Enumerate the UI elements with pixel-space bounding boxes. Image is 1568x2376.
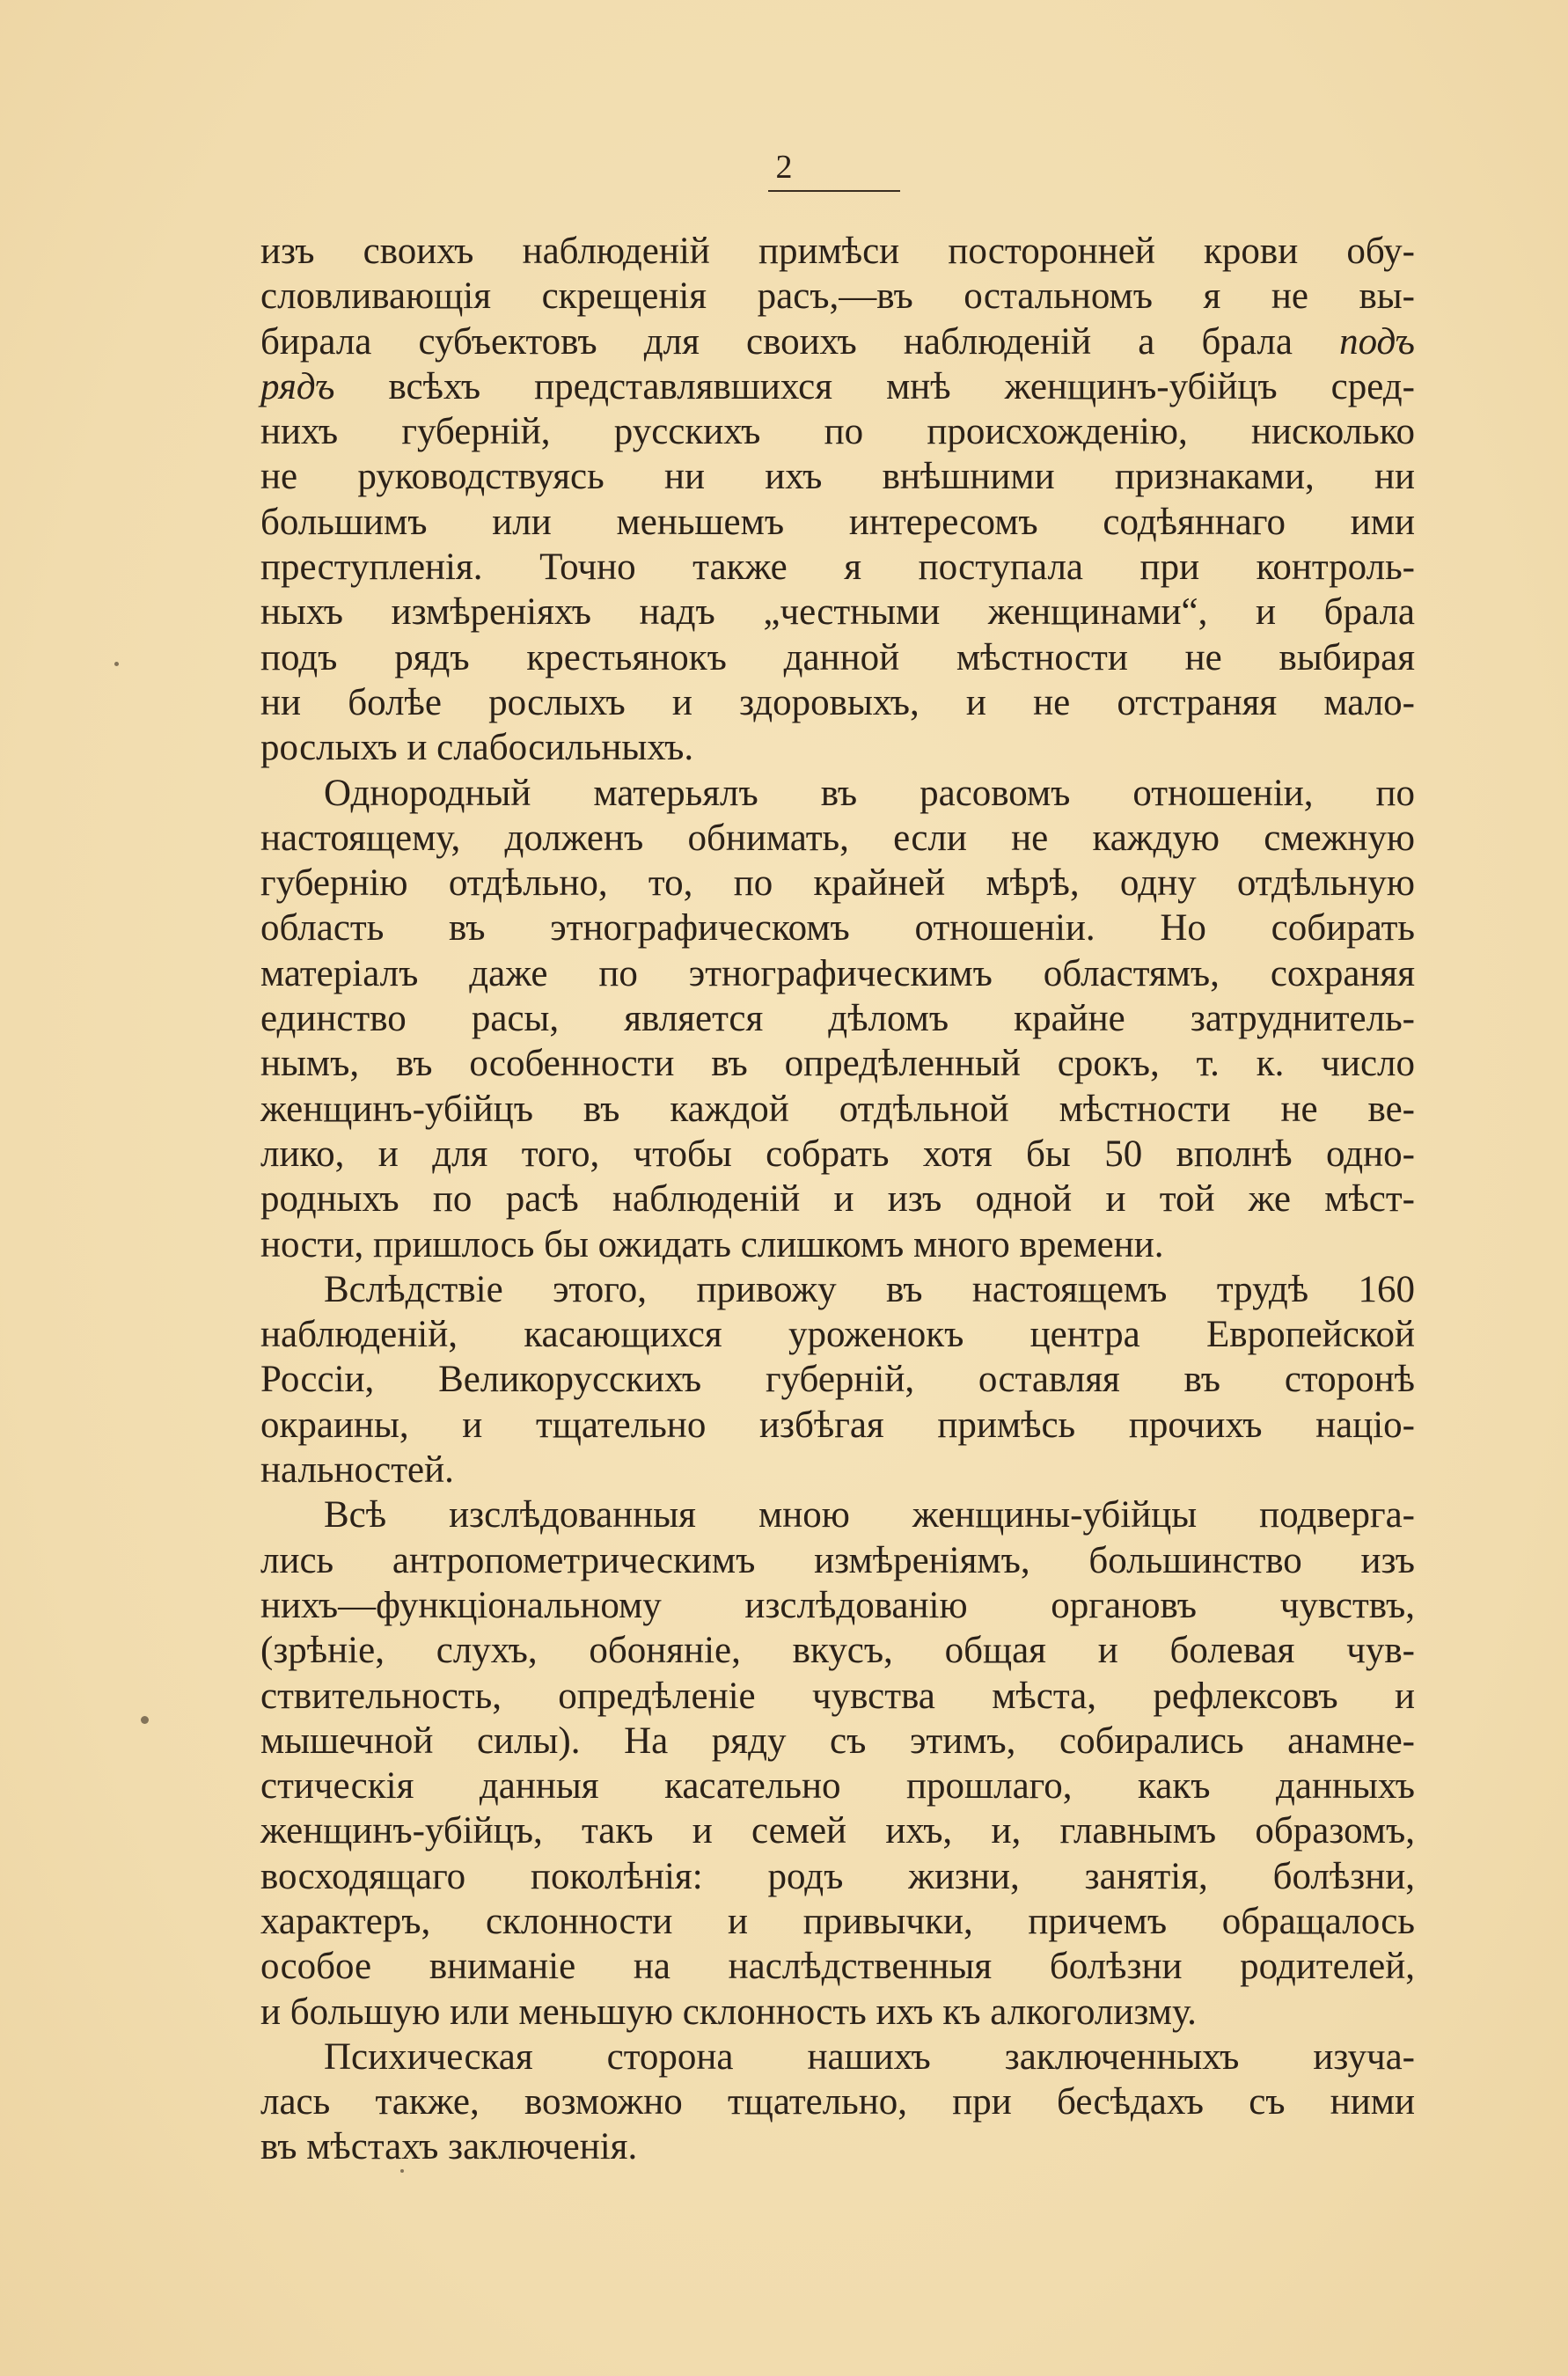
line-text: лись антропометрическимъ измѣренiямъ, большинство изъ xyxy=(260,1539,1415,1581)
text-line xyxy=(260,1538,1415,1583)
line-text: (зрѣнiе, слухъ, обонянiе, вкусъ, общая и болевая чув- xyxy=(260,1630,1415,1672)
text-line xyxy=(260,1448,1415,1492)
line-text: Однородный матерьялъ въ расовомъ отношенiи, по xyxy=(324,772,1415,814)
text-line xyxy=(260,816,1415,861)
line-text: стическiя данныя касательно прошлаго, какъ данныхъ xyxy=(260,1765,1415,1808)
line-text: наблюденiй, касающихся уроженокъ центра Европейской xyxy=(260,1314,1415,1356)
text-line xyxy=(260,319,1415,364)
text-line xyxy=(260,1944,1415,1989)
text-line xyxy=(260,1854,1415,1899)
text-line xyxy=(260,1990,1415,2035)
line-text: родныхъ по расѣ наблюденiй и изъ одной и той же мѣст- xyxy=(260,1178,1415,1221)
text-line xyxy=(260,1899,1415,1944)
text-line xyxy=(260,1492,1415,1537)
line-text: мышечной силы). На ряду съ этимъ, собирались анамне- xyxy=(260,1720,1415,1762)
line-text: лико, и для того, чтобы собрать хотя бы 50 вполнѣ одно- xyxy=(260,1133,1415,1175)
line-text: нихъ—функцiональному изслѣдованiю органовъ чувствъ, xyxy=(260,1584,1415,1626)
text-line xyxy=(260,1267,1415,1312)
line-text: бирала субъектовъ для своихъ наблюденiй а брала xyxy=(260,320,1340,363)
line-text: женщинъ-убiйцъ въ каждой отдѣльной мѣстности не ве- xyxy=(260,1088,1415,1130)
text-line xyxy=(260,1312,1415,1357)
text-line xyxy=(260,1719,1415,1764)
text-line xyxy=(260,1764,1415,1808)
line-text: изъ своихъ наблюденiй примѣси посторонней крови обу- xyxy=(260,231,1415,272)
italic-text: рядъ xyxy=(260,365,335,407)
line-text: характеръ, склонности и привычки, причемъ обращалось xyxy=(260,1900,1415,1942)
line-text: Россiи, Великорусскихъ губернiй, оставляя въ сторонѣ xyxy=(260,1359,1415,1401)
line-text: преступленiя. Точно также я поступала при контроль- xyxy=(260,546,1415,589)
text-line xyxy=(260,1403,1415,1448)
italic-text: подъ xyxy=(1339,320,1415,363)
line-text: Всѣ изслѣдованныя мною женщины-убiйцы подверга- xyxy=(324,1494,1415,1536)
text-line xyxy=(260,500,1415,545)
text-line xyxy=(260,635,1415,680)
paper-speck xyxy=(114,662,119,666)
text-line xyxy=(260,2124,1415,2169)
page-number: 2 xyxy=(775,149,793,186)
text-line xyxy=(260,771,1415,816)
text-line xyxy=(260,1222,1415,1267)
line-text: особое вниманiе на наслѣдственныя болѣзни родителей, xyxy=(260,1946,1415,1988)
paper-speck xyxy=(141,1716,149,1724)
body-text xyxy=(260,229,1415,2170)
header-rule xyxy=(768,190,900,192)
text-line xyxy=(260,861,1415,906)
line-text: область въ этнографическомъ отношенiи. Но собирать xyxy=(260,907,1415,950)
text-line xyxy=(260,951,1415,996)
text-line xyxy=(260,545,1415,590)
line-text: не руководствуясь ни ихъ внѣшними признаками, ни xyxy=(260,456,1415,498)
line-text: настоящему, долженъ обнимать, если не каждую смежную xyxy=(260,817,1415,859)
text-line xyxy=(260,906,1415,950)
text-line xyxy=(260,2035,1415,2079)
line-text: матерiалъ даже по этнографическимъ областямъ, сохраняя xyxy=(260,952,1415,994)
line-text: Вслѣдствiе этого, привожу въ настоящемъ трудѣ 160 xyxy=(324,1268,1415,1310)
text-line xyxy=(260,409,1415,454)
line-text: нихъ губернiй, русскихъ по происхожденiю, нисколько xyxy=(260,411,1415,453)
line-text: единство расы, является дѣломъ крайне затруднитель- xyxy=(260,998,1415,1040)
text-line xyxy=(260,2079,1415,2124)
line-text: большимъ или меньшемъ интересомъ содѣяннаго ими xyxy=(260,501,1415,543)
line-text: ныхъ измѣренiяхъ надъ „честными женщинами“, и брала xyxy=(260,591,1415,634)
line-text: всѣхъ представлявшихся мнѣ женщинъ-убiйцъ сред- xyxy=(334,365,1415,407)
line-text: Психическая сторона нашихъ заключенныхъ изуча- xyxy=(324,2035,1415,2078)
line-text: рослыхъ и слабосильныхъ. xyxy=(260,727,694,769)
line-text: нальностей. xyxy=(260,1449,454,1492)
text-line xyxy=(260,1041,1415,1086)
text-line xyxy=(260,1177,1415,1221)
line-text: ствительность, опредѣленiе чувства мѣста, рефлексовъ и xyxy=(260,1675,1415,1717)
text-line xyxy=(260,364,1415,409)
text-line xyxy=(260,229,1415,274)
text-line xyxy=(260,274,1415,319)
text-line xyxy=(260,996,1415,1041)
text-line xyxy=(260,1583,1415,1628)
line-text: ни болѣе рослыхъ и здоровыхъ, и не отстраняя мало- xyxy=(260,681,1415,723)
line-text: восходящаго поколѣнiя: родъ жизни, занятiя, болѣзни, xyxy=(260,1855,1415,1897)
text-line xyxy=(260,725,1415,770)
paper-speck xyxy=(400,2169,404,2173)
line-text: и большую или меньшую склонность ихъ къ алкоголизму. xyxy=(260,1991,1197,2033)
text-line xyxy=(260,590,1415,634)
text-line xyxy=(260,1357,1415,1402)
line-text: женщинъ-убiйцъ, такъ и семей ихъ, и, главнымъ образомъ, xyxy=(260,1810,1415,1852)
text-line xyxy=(260,1132,1415,1177)
line-text: лась также, возможно тщательно, при бесѣдахъ съ ними xyxy=(260,2081,1415,2123)
line-text: словливающiя скрещенiя расъ,—въ остальномъ я не вы- xyxy=(260,275,1415,318)
text-line xyxy=(260,1674,1415,1719)
line-text: ности, пришлось бы ожидать слишкомъ много времени. xyxy=(260,1223,1164,1265)
text-line xyxy=(260,454,1415,499)
text-line xyxy=(260,1808,1415,1853)
text-line xyxy=(260,1087,1415,1132)
line-text: въ мѣстахъ заключенiя. xyxy=(260,2126,638,2168)
line-text: губернiю отдѣльно, то, по крайней мѣрѣ, одну отдѣльную xyxy=(260,862,1415,905)
text-line xyxy=(260,680,1415,725)
line-text: окраины, и тщательно избѣгая примѣсь прочихъ нацiо- xyxy=(260,1404,1415,1446)
line-text: подъ рядъ крестьянокъ данной мѣстности не выбирая xyxy=(260,636,1415,678)
text-line xyxy=(260,1628,1415,1673)
line-text: нымъ, въ особенности въ опредѣленный срокъ, т. к. число xyxy=(260,1043,1415,1085)
